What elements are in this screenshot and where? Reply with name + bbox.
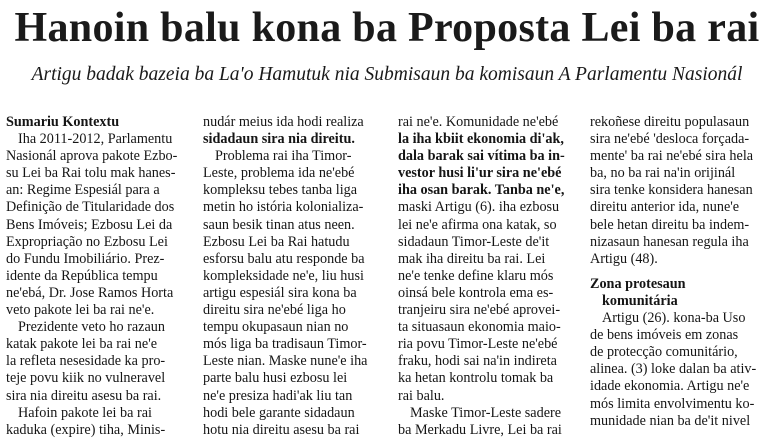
text-line: Bens Imóveis; Ezbosu Lei da (6, 216, 173, 233)
text-line: Maske Timor-Leste sadere (410, 404, 562, 421)
text-line: iha osan barak. Tanba ne'e, (398, 182, 565, 199)
text-line: an: Regime Espesiál para a (6, 182, 160, 199)
text-line: maski Artigu (6). iha ezbosu (398, 199, 560, 216)
text-line: idente da República tempu (6, 267, 158, 284)
text-line: tempu okupasaun nian no (203, 319, 349, 336)
column-2 (203, 114, 386, 439)
text-line: la refleta nesesidade ka pro- (6, 353, 166, 370)
text-line: nudár meius ida hodi realiza (203, 114, 364, 130)
text-line: munidade nian ba de'it nivel (590, 412, 751, 429)
text-line: parte balu husi ezbosu lei (203, 370, 348, 387)
text-line: lei ne'e afirma ona katak, so (398, 216, 557, 233)
text-line: hodi bele garante sidadaun (203, 404, 355, 421)
text-line: Artigu (48). (590, 250, 658, 267)
text-line: artigu espesiál sira kona ba (203, 284, 357, 301)
text-line: sira ne'ebé 'desloca forçada- (590, 131, 750, 148)
text-line: ne'e presiza hadi'ak liu tan (203, 387, 353, 404)
text-line: tranjeiru sira ne'ebé aprovei- (398, 302, 561, 319)
text-line: katak pakote lei ba rai ne'e (6, 336, 158, 353)
text-line: kaduka (expire) tiha, Minis- (6, 421, 166, 438)
text-line: idade ekonomia. Artigu ne'e (590, 378, 750, 395)
text-line: Problema rai iha Timor- (215, 148, 352, 165)
text-line: Ezbosu Lei ba Rai hatudu (203, 233, 350, 250)
text-line: mak iha direitu ba rai. Lei (398, 250, 546, 267)
text-line: metin ho istória kolonializa- (203, 199, 364, 216)
text-line: ba, no ba rai na'in orijinál (590, 165, 736, 182)
column-3 (398, 114, 581, 439)
section-heading: Zona protesaun (590, 275, 686, 292)
text-line: veto pakote lei ba rai ne'e. (6, 302, 155, 319)
text-line: ta situasaun ekonomia maio- (398, 319, 561, 336)
text-line: dala barak sai vítima ba in- (398, 148, 565, 165)
text-line: sidadaun sira nia direitu. (203, 131, 355, 148)
text-line: ne'ebá, Dr. Jose Ramos Horta (6, 284, 174, 301)
text-line: kompleksu tebes tanba liga (203, 182, 358, 199)
text-line: la iha kbiit ekonomia di'ak, (398, 131, 564, 148)
column-4 (590, 114, 770, 430)
text-line (590, 268, 770, 276)
text-line: oinsá bele kontrola ema es- (398, 284, 554, 301)
text-line: saun besik tinan atus neen. (203, 216, 355, 233)
text-line: rekoñese direitu populasaun (590, 114, 750, 130)
text-line: direitu sira ne'ebé liga ho (203, 302, 346, 319)
text-line: sidadaun Timor-Leste de'it (398, 233, 550, 250)
text-line: mente' ba rai ne'ebé sira hela (590, 148, 754, 165)
text-line: Artigu (26). kona-ba Uso (602, 310, 746, 327)
column-1 (6, 114, 192, 439)
text-line: sira tenke konsidera hanesan (590, 182, 753, 199)
text-line: teje povu kiik no vulneravel (6, 370, 166, 387)
text-line: ba Merkadu Livre, Lei ba rai (398, 421, 562, 438)
text-line: Hafoin pakote lei ba rai (18, 404, 152, 421)
text-line: hotu nia direitu asesu ba rai (203, 421, 360, 438)
text-line: alinea. (3) loke dalan ba ativ- (590, 361, 757, 378)
text-line: ria povu Timor-Leste ne'ebé (398, 336, 558, 353)
text-line: Iha 2011-2012, Parlamentu (18, 131, 173, 148)
text-line: ne'e tenke define klaru mós (398, 267, 554, 284)
section-heading: komunitária (602, 292, 678, 309)
text-line: rai ne'e. Komunidade ne'ebé (398, 114, 559, 130)
article-subheadline: Artigu badak bazeia ba La'o Hamutuk nia Submisaun ba komisaun A Parlamentu Nasionál (31, 64, 743, 85)
text-line: esforsu balu atu responde ba (203, 250, 365, 267)
text-line: Expropriação no Ezbosu Lei (6, 233, 168, 250)
text-line: do Fundu Imobiliário. Prez- (6, 250, 165, 267)
text-line: Leste nian. Maske nune'e iha (203, 353, 368, 370)
text-line: mós limita envolvimentu ko- (590, 395, 755, 412)
text-line: direitu anterior ida, nune'e (590, 199, 740, 216)
text-line: ka hetan kontrolu tomak ba (398, 370, 554, 387)
text-line: vestor husi li'ur sira ne'ebé (398, 165, 562, 182)
article-headline: Hanoin balu kona ba Proposta Lei ba rai (14, 5, 760, 51)
text-line: bele hetan direitu ba indem- (590, 216, 750, 233)
text-line: fraku, hodi sai na'in indireta (398, 353, 557, 370)
text-line: Definição de Titularidade dos (6, 199, 175, 216)
text-line: rai balu. (398, 387, 445, 404)
text-line: su Lei ba Rai tolu mak hanes- (6, 165, 176, 182)
text-line: Prezidente veto ho razaun (18, 319, 165, 336)
text-line: sira nia direitu asesu ba rai. (6, 387, 162, 404)
text-line: nizasaun hanesan regula iha (590, 233, 749, 250)
text-line: de bens imóveis em zonas (590, 327, 739, 344)
text-line: de protecção comunitário, (590, 344, 738, 361)
text-line: mós liga ba tradisaun Timor- (203, 336, 367, 353)
text-line: kompleksidade ne'e, liu husi (203, 267, 364, 284)
text-line: Leste, problema ida ne'ebé (203, 165, 355, 182)
text-line: Nasionál aprova pakote Ezbo- (6, 148, 178, 165)
section-heading: Sumariu Kontextu (6, 114, 120, 130)
